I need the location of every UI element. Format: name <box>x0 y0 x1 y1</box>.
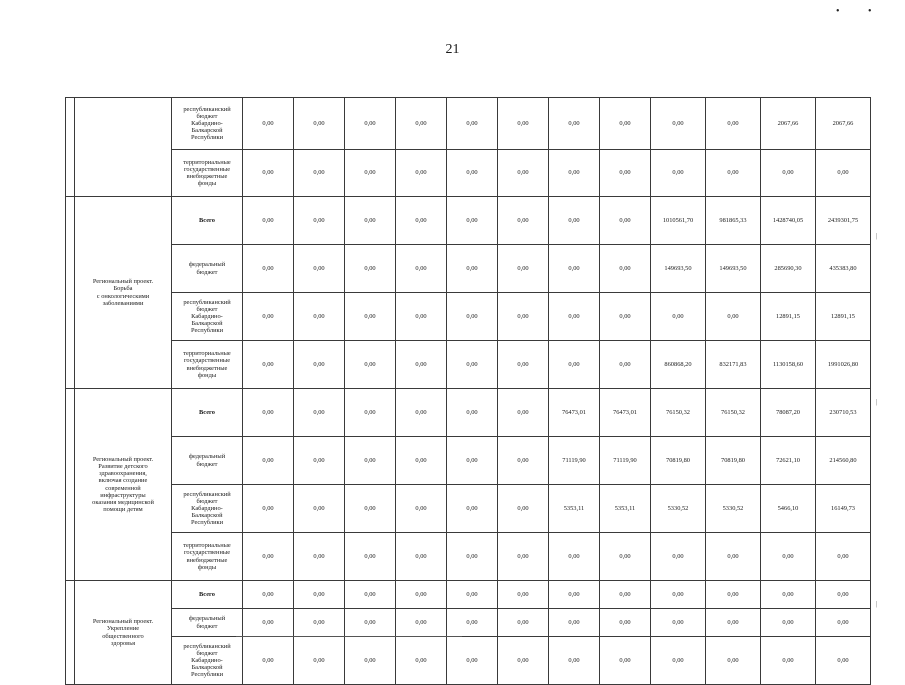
funding-source-cell: Всего <box>172 197 243 245</box>
amount-cell: 0,00 <box>447 245 498 293</box>
budget-table <box>65 97 871 685</box>
amount-cell: 0,00 <box>447 197 498 245</box>
amount-cell: 0,00 <box>345 150 396 197</box>
amount-cell: 0,00 <box>651 150 706 197</box>
amount-cell: 0,00 <box>498 197 549 245</box>
amount-cell: 0,00 <box>498 341 549 389</box>
amount-cell: 0,00 <box>396 437 447 485</box>
amount-cell: 0,00 <box>345 245 396 293</box>
amount-cell: 5466,10 <box>761 485 816 533</box>
amount-cell: 0,00 <box>345 197 396 245</box>
amount-cell: 0,00 <box>498 437 549 485</box>
amount-cell: 0,00 <box>498 533 549 581</box>
amount-cell: 0,00 <box>345 533 396 581</box>
funding-source-cell: республиканский бюджет Кабардино- Балкарской Республики <box>172 637 243 685</box>
funding-source-cell: республиканский бюджет Кабардино- Балкарской Республики <box>172 293 243 341</box>
amount-cell: 71119,90 <box>600 437 651 485</box>
scan-bottom-edge <box>236 636 462 637</box>
amount-cell: 0,00 <box>761 533 816 581</box>
amount-cell: 0,00 <box>396 341 447 389</box>
amount-cell: 12891,15 <box>761 293 816 341</box>
amount-cell: 0,00 <box>243 437 294 485</box>
amount-cell: 76473,01 <box>600 389 651 437</box>
amount-cell: 0,00 <box>447 485 498 533</box>
amount-cell: 0,00 <box>243 197 294 245</box>
amount-cell: 0,00 <box>345 98 396 150</box>
budget-table-body <box>66 98 871 685</box>
amount-cell: 1991026,80 <box>816 341 871 389</box>
amount-cell: 76473,01 <box>549 389 600 437</box>
funding-source-cell: Всего <box>172 581 243 609</box>
amount-cell: 0,00 <box>396 533 447 581</box>
amount-cell: 0,00 <box>396 389 447 437</box>
table-row <box>66 197 871 245</box>
amount-cell: 0,00 <box>243 581 294 609</box>
funding-source-cell: федеральный бюджет <box>172 609 243 637</box>
funding-source-cell: Всего <box>172 389 243 437</box>
scan-margin-tick: | <box>876 232 878 240</box>
amount-cell: 0,00 <box>498 150 549 197</box>
amount-cell: 0,00 <box>345 437 396 485</box>
amount-cell: 0,00 <box>549 341 600 389</box>
amount-cell: 0,00 <box>600 197 651 245</box>
amount-cell: 1130158,60 <box>761 341 816 389</box>
amount-cell: 0,00 <box>243 98 294 150</box>
amount-cell: 0,00 <box>498 245 549 293</box>
amount-cell: 0,00 <box>447 293 498 341</box>
amount-cell: 76150,32 <box>651 389 706 437</box>
amount-cell: 149693,50 <box>706 245 761 293</box>
amount-cell: 0,00 <box>243 485 294 533</box>
amount-cell: 832171,83 <box>706 341 761 389</box>
amount-cell: 0,00 <box>498 581 549 609</box>
amount-cell: 0,00 <box>396 98 447 150</box>
amount-cell: 0,00 <box>294 389 345 437</box>
amount-cell: 0,00 <box>294 533 345 581</box>
project-name-cell: Региональный проект. Борьба с онкологическими заболеваниями <box>75 197 172 389</box>
amount-cell: 5330,52 <box>706 485 761 533</box>
amount-cell: 0,00 <box>600 98 651 150</box>
amount-cell: 0,00 <box>498 293 549 341</box>
amount-cell: 0,00 <box>396 197 447 245</box>
amount-cell: 230710,53 <box>816 389 871 437</box>
amount-cell: 0,00 <box>294 197 345 245</box>
amount-cell: 0,00 <box>345 637 396 685</box>
amount-cell: 0,00 <box>294 150 345 197</box>
funding-source-cell: федеральный бюджет <box>172 245 243 293</box>
amount-cell: 0,00 <box>447 437 498 485</box>
table-row <box>66 581 871 609</box>
amount-cell: 0,00 <box>243 150 294 197</box>
amount-cell: 0,00 <box>294 485 345 533</box>
table-row <box>66 485 871 533</box>
amount-cell: 0,00 <box>447 341 498 389</box>
project-name-cell: Региональный проект. Укрепление общественного здоровья <box>75 581 172 685</box>
amount-cell: 70819,80 <box>651 437 706 485</box>
amount-cell: 78087,20 <box>761 389 816 437</box>
amount-cell: 0,00 <box>243 341 294 389</box>
amount-cell: 435383,80 <box>816 245 871 293</box>
amount-cell: 0,00 <box>447 98 498 150</box>
amount-cell: 0,00 <box>706 533 761 581</box>
amount-cell: 0,00 <box>651 581 706 609</box>
amount-cell: 0,00 <box>549 637 600 685</box>
amount-cell: 0,00 <box>498 98 549 150</box>
row-number-cell <box>66 581 75 685</box>
amount-cell: 72621,10 <box>761 437 816 485</box>
amount-cell: 0,00 <box>816 150 871 197</box>
row-number-cell <box>66 197 75 389</box>
amount-cell: 0,00 <box>396 150 447 197</box>
amount-cell: 0,00 <box>549 609 600 637</box>
amount-cell: 5353,11 <box>600 485 651 533</box>
amount-cell: 0,00 <box>600 293 651 341</box>
amount-cell: 5353,11 <box>549 485 600 533</box>
amount-cell: 1010561,70 <box>651 197 706 245</box>
amount-cell: 16149,73 <box>816 485 871 533</box>
amount-cell: 0,00 <box>600 245 651 293</box>
amount-cell: 0,00 <box>447 609 498 637</box>
amount-cell: 71119,90 <box>549 437 600 485</box>
table-row <box>66 341 871 389</box>
amount-cell: 0,00 <box>243 533 294 581</box>
amount-cell: 0,00 <box>294 341 345 389</box>
amount-cell: 0,00 <box>447 150 498 197</box>
funding-source-cell: территориальные государственные внебюджетные фонды <box>172 533 243 581</box>
amount-cell: 0,00 <box>600 637 651 685</box>
amount-cell: 981865,33 <box>706 197 761 245</box>
amount-cell: 0,00 <box>706 293 761 341</box>
amount-cell: 70819,80 <box>706 437 761 485</box>
amount-cell: 0,00 <box>600 581 651 609</box>
amount-cell: 2067,66 <box>761 98 816 150</box>
amount-cell: 0,00 <box>396 293 447 341</box>
amount-cell: 0,00 <box>816 533 871 581</box>
amount-cell: 0,00 <box>294 581 345 609</box>
amount-cell: 0,00 <box>706 637 761 685</box>
scan-corner-mark: • <box>836 6 840 17</box>
amount-cell: 0,00 <box>396 609 447 637</box>
funding-source-cell: республиканский бюджет Кабардино- Балкарской Республики <box>172 485 243 533</box>
project-name-cell <box>75 98 172 197</box>
amount-cell: 0,00 <box>396 581 447 609</box>
amount-cell: 0,00 <box>706 98 761 150</box>
amount-cell: 0,00 <box>549 293 600 341</box>
amount-cell: 149693,50 <box>651 245 706 293</box>
amount-cell: 0,00 <box>600 341 651 389</box>
amount-cell: 860868,20 <box>651 341 706 389</box>
amount-cell: 0,00 <box>294 98 345 150</box>
amount-cell: 12891,15 <box>816 293 871 341</box>
page-number: 21 <box>445 42 460 57</box>
amount-cell: 0,00 <box>706 581 761 609</box>
funding-source-cell: федеральный бюджет <box>172 437 243 485</box>
amount-cell: 0,00 <box>549 245 600 293</box>
amount-cell: 76150,32 <box>706 389 761 437</box>
amount-cell: 0,00 <box>498 609 549 637</box>
amount-cell: 0,00 <box>651 637 706 685</box>
amount-cell: 0,00 <box>498 485 549 533</box>
scan-margin-tick: | <box>876 600 878 608</box>
project-name-cell: Региональный проект. Развитие детского здравоохранения, включая создание современной инфраструктуры оказания медицинской помощи детям <box>75 389 172 581</box>
scan-corner-mark: • <box>868 6 872 17</box>
amount-cell: 0,00 <box>243 389 294 437</box>
table-row <box>66 245 871 293</box>
funding-source-cell: территориальные государственные внебюджетные фонды <box>172 341 243 389</box>
amount-cell: 0,00 <box>498 637 549 685</box>
amount-cell: 0,00 <box>345 581 396 609</box>
amount-cell: 0,00 <box>345 485 396 533</box>
amount-cell: 0,00 <box>761 609 816 637</box>
scan-margin-tick: | <box>876 398 878 406</box>
amount-cell: 0,00 <box>294 293 345 341</box>
amount-cell: 2439301,75 <box>816 197 871 245</box>
table-row <box>66 98 871 150</box>
amount-cell: 0,00 <box>294 437 345 485</box>
amount-cell: 0,00 <box>243 609 294 637</box>
amount-cell: 0,00 <box>816 637 871 685</box>
amount-cell: 0,00 <box>651 98 706 150</box>
amount-cell: 0,00 <box>549 150 600 197</box>
amount-cell: 0,00 <box>651 533 706 581</box>
table-row <box>66 609 871 637</box>
amount-cell: 2067,66 <box>816 98 871 150</box>
amount-cell: 0,00 <box>243 637 294 685</box>
amount-cell: 0,00 <box>345 341 396 389</box>
table-row <box>66 389 871 437</box>
funding-source-cell: республиканский бюджет Кабардино- Балкарской Республики <box>172 98 243 150</box>
row-number-cell <box>66 389 75 581</box>
amount-cell: 0,00 <box>706 150 761 197</box>
amount-cell: 0,00 <box>243 293 294 341</box>
amount-cell: 0,00 <box>345 609 396 637</box>
amount-cell: 285690,30 <box>761 245 816 293</box>
amount-cell: 1428740,05 <box>761 197 816 245</box>
amount-cell: 0,00 <box>447 533 498 581</box>
amount-cell: 214560,80 <box>816 437 871 485</box>
amount-cell: 0,00 <box>600 533 651 581</box>
table-row <box>66 533 871 581</box>
row-number-cell <box>66 98 75 197</box>
amount-cell: 0,00 <box>447 389 498 437</box>
amount-cell: 0,00 <box>447 637 498 685</box>
amount-cell: 0,00 <box>243 245 294 293</box>
table-row <box>66 637 871 685</box>
table-row <box>66 150 871 197</box>
amount-cell: 0,00 <box>651 293 706 341</box>
amount-cell: 0,00 <box>600 609 651 637</box>
amount-cell: 0,00 <box>816 581 871 609</box>
amount-cell: 0,00 <box>447 581 498 609</box>
amount-cell: 0,00 <box>396 637 447 685</box>
funding-source-cell: территориальные государственные внебюджетные фонды <box>172 150 243 197</box>
amount-cell: 0,00 <box>549 533 600 581</box>
amount-cell: 0,00 <box>706 609 761 637</box>
amount-cell: 0,00 <box>549 98 600 150</box>
amount-cell: 0,00 <box>600 150 651 197</box>
amount-cell: 0,00 <box>345 389 396 437</box>
amount-cell: 0,00 <box>498 389 549 437</box>
amount-cell: 0,00 <box>761 581 816 609</box>
amount-cell: 0,00 <box>761 637 816 685</box>
amount-cell: 0,00 <box>761 150 816 197</box>
amount-cell: 0,00 <box>816 609 871 637</box>
amount-cell: 5330,52 <box>651 485 706 533</box>
amount-cell: 0,00 <box>294 637 345 685</box>
amount-cell: 0,00 <box>549 581 600 609</box>
amount-cell: 0,00 <box>651 609 706 637</box>
amount-cell: 0,00 <box>396 485 447 533</box>
amount-cell: 0,00 <box>294 245 345 293</box>
table-row <box>66 293 871 341</box>
table-row <box>66 437 871 485</box>
amount-cell: 0,00 <box>345 293 396 341</box>
amount-cell: 0,00 <box>396 245 447 293</box>
amount-cell: 0,00 <box>549 197 600 245</box>
amount-cell: 0,00 <box>294 609 345 637</box>
